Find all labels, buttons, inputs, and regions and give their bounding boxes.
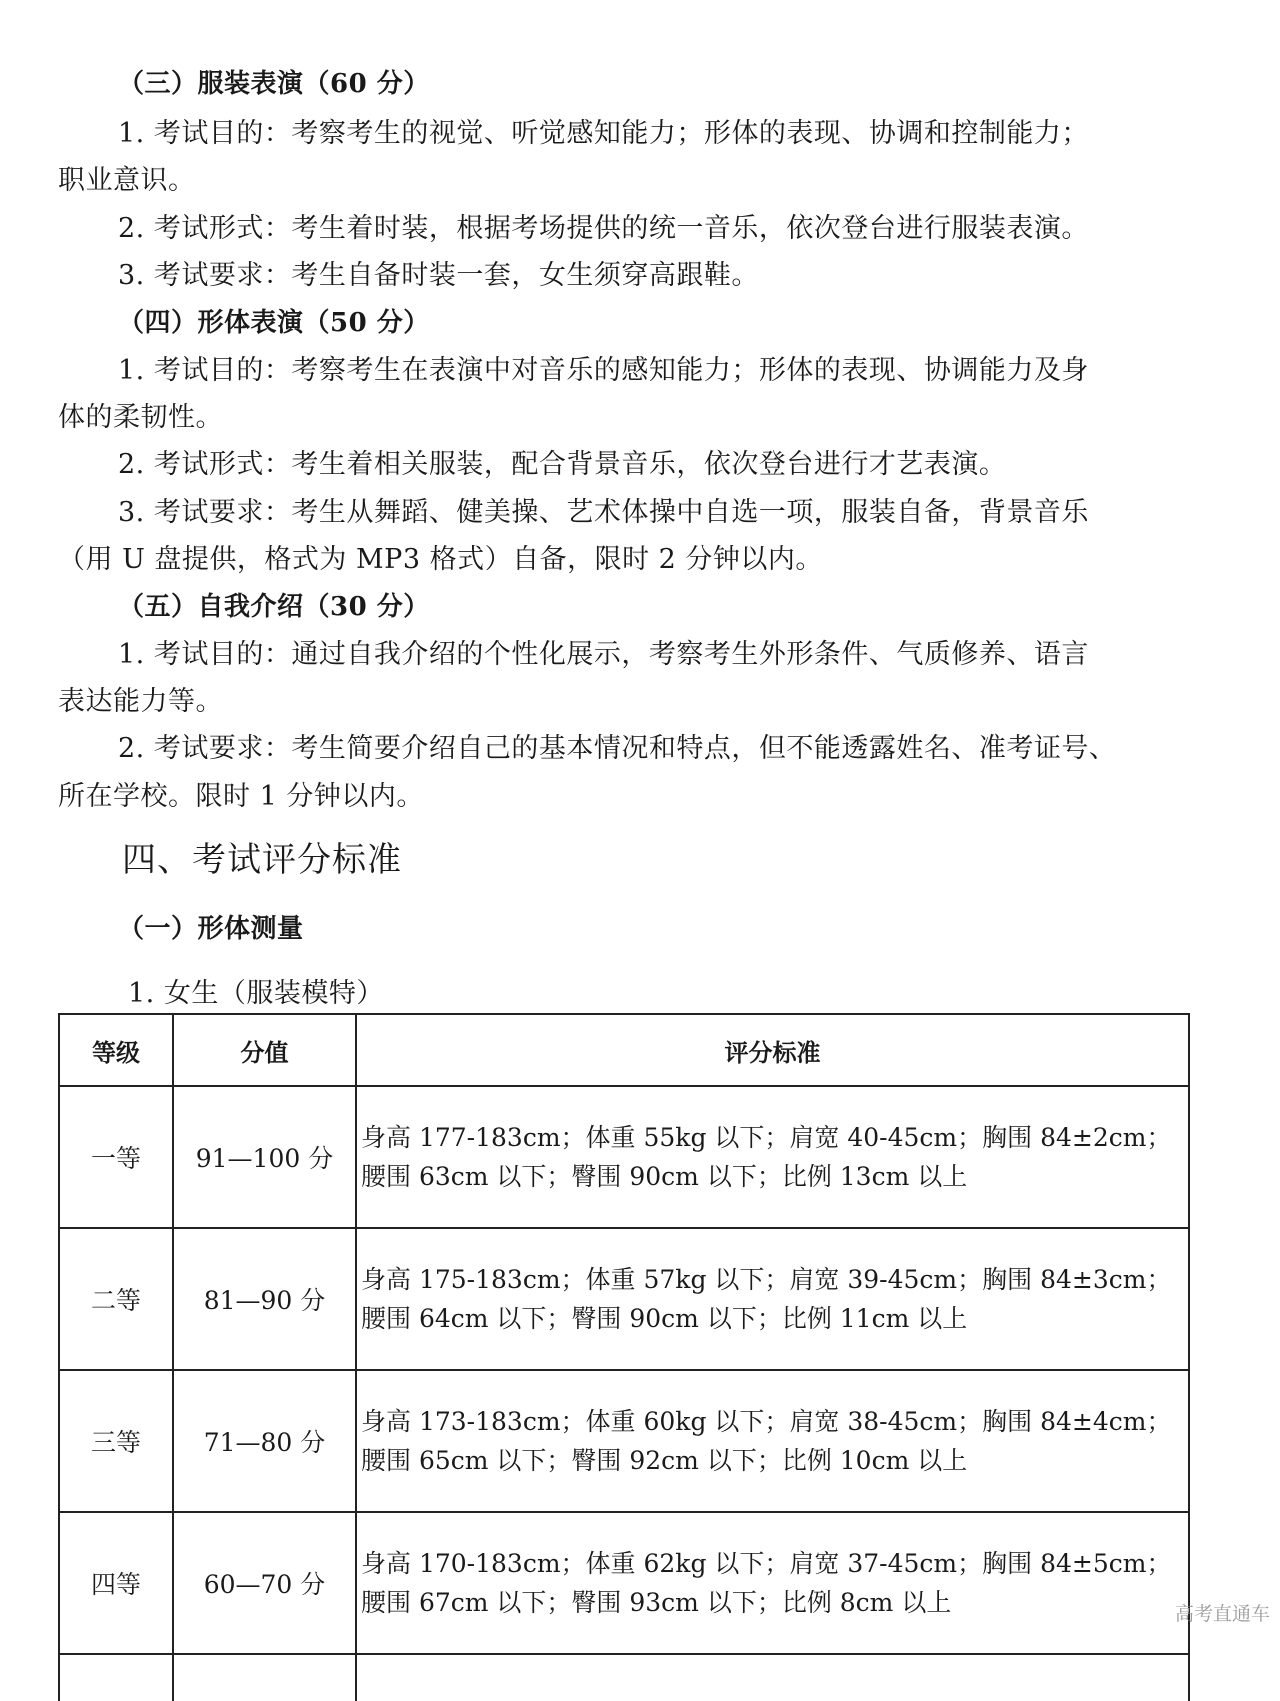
criteria-cell bbox=[356, 1228, 1189, 1370]
watermark: 高考直通车 bbox=[1174, 1603, 1270, 1625]
table-row-partial bbox=[59, 1654, 1189, 1701]
criteria-line: 身高 170-183cm；体重 62kg 以下；肩宽 37-45cm；胸围 84±5cm； bbox=[361, 1549, 1172, 1578]
paragraph-line: 职业意识。 bbox=[58, 165, 196, 196]
paragraph-line: 1. 考试目的：通过自我介绍的个性化展示，考察考生外形条件、气质修养、语言 bbox=[118, 639, 1089, 670]
paragraph-line: 体的柔韧性。 bbox=[58, 402, 223, 433]
criteria-line: 身高 175-183cm；体重 57kg 以下；肩宽 39-45cm；胸围 84±3cm； bbox=[361, 1265, 1172, 1294]
heading-clothing-show: （三）服装表演（60 分） bbox=[118, 69, 430, 99]
section-title: 四、考试评分标准 bbox=[122, 840, 402, 880]
grade-cell: 三等 bbox=[59, 1370, 173, 1512]
table-row bbox=[59, 1228, 1189, 1370]
paragraph-line: 2. 考试形式：考生着时装，根据考场提供的统一音乐，依次登台进行服装表演。 bbox=[118, 213, 1089, 244]
heading-body-show: （四）形体表演（50 分） bbox=[118, 308, 430, 338]
criteria-line: 腰围 64cm 以下；臀围 90cm 以下；比例 11cm 以上 bbox=[361, 1304, 968, 1333]
paragraph-line: 2. 考试形式：考生着相关服装，配合背景音乐，依次登台进行才艺表演。 bbox=[118, 449, 1007, 480]
criteria-cell bbox=[356, 1654, 1189, 1701]
criteria-line: 身高 177-183cm；体重 55kg 以下；肩宽 40-45cm；胸围 84±2cm； bbox=[361, 1123, 1172, 1152]
criteria-line: 腰围 67cm 以下；臀围 93cm 以下；比例 8cm 以上 bbox=[361, 1588, 952, 1617]
header-criteria: 评分标准 bbox=[356, 1014, 1189, 1086]
score-cell: 60—70 分 bbox=[173, 1512, 356, 1654]
score-cell: 81—90 分 bbox=[173, 1228, 356, 1370]
criteria-cell bbox=[356, 1512, 1189, 1654]
paragraph-line: 所在学校。限时 1 分钟以内。 bbox=[58, 781, 424, 812]
heading-self-intro: （五）自我介绍（30 分） bbox=[118, 592, 430, 622]
criteria-line: 腰围 65cm 以下；臀围 92cm 以下；比例 10cm 以上 bbox=[361, 1446, 968, 1475]
grade-cell: 四等 bbox=[59, 1512, 173, 1654]
grade-cell: 二等 bbox=[59, 1228, 173, 1370]
header-score: 分值 bbox=[173, 1014, 356, 1086]
criteria-line: 腰围 63cm 以下；臀围 90cm 以下；比例 13cm 以上 bbox=[361, 1162, 968, 1191]
table-row bbox=[59, 1370, 1189, 1512]
score-cell: 91—100 分 bbox=[173, 1086, 356, 1228]
table-header-row bbox=[59, 1014, 1189, 1086]
table-row bbox=[59, 1512, 1189, 1654]
criteria-line: 身高 173-183cm；体重 60kg 以下；肩宽 38-45cm；胸围 84±4cm； bbox=[361, 1407, 1172, 1436]
paragraph-line: 3. 考试要求：考生从舞蹈、健美操、艺术体操中自选一项，服装自备，背景音乐 bbox=[118, 497, 1089, 528]
grade-cell bbox=[59, 1654, 173, 1701]
header-grade: 等级 bbox=[59, 1014, 173, 1086]
paragraph-line: （用 U 盘提供，格式为 MP3 格式）自备，限时 2 分钟以内。 bbox=[58, 544, 823, 575]
paragraph-line: 1. 考试目的：考察考生在表演中对音乐的感知能力；形体的表现、协调能力及身 bbox=[118, 355, 1089, 386]
score-cell: 71—80 分 bbox=[173, 1370, 356, 1512]
grading-table bbox=[58, 1013, 1190, 1701]
paragraph-line: 3. 考试要求：考生自备时装一套，女生须穿高跟鞋。 bbox=[118, 260, 759, 291]
table-caption: 1. 女生（服装模特） bbox=[128, 978, 384, 1009]
paragraph-line: 2. 考试要求：考生简要介绍自己的基本情况和特点，但不能透露姓名、准考证号、 bbox=[118, 733, 1117, 764]
grade-cell: 一等 bbox=[59, 1086, 173, 1228]
table-row bbox=[59, 1086, 1189, 1228]
criteria-cell bbox=[356, 1086, 1189, 1228]
criteria-cell bbox=[356, 1370, 1189, 1512]
subsection-title: （一）形体测量 bbox=[118, 914, 304, 944]
paragraph-line: 表达能力等。 bbox=[58, 686, 223, 717]
paragraph-line: 1. 考试目的：考察考生的视觉、听觉感知能力；形体的表现、协调和控制能力； bbox=[118, 118, 1089, 149]
score-cell bbox=[173, 1654, 356, 1701]
